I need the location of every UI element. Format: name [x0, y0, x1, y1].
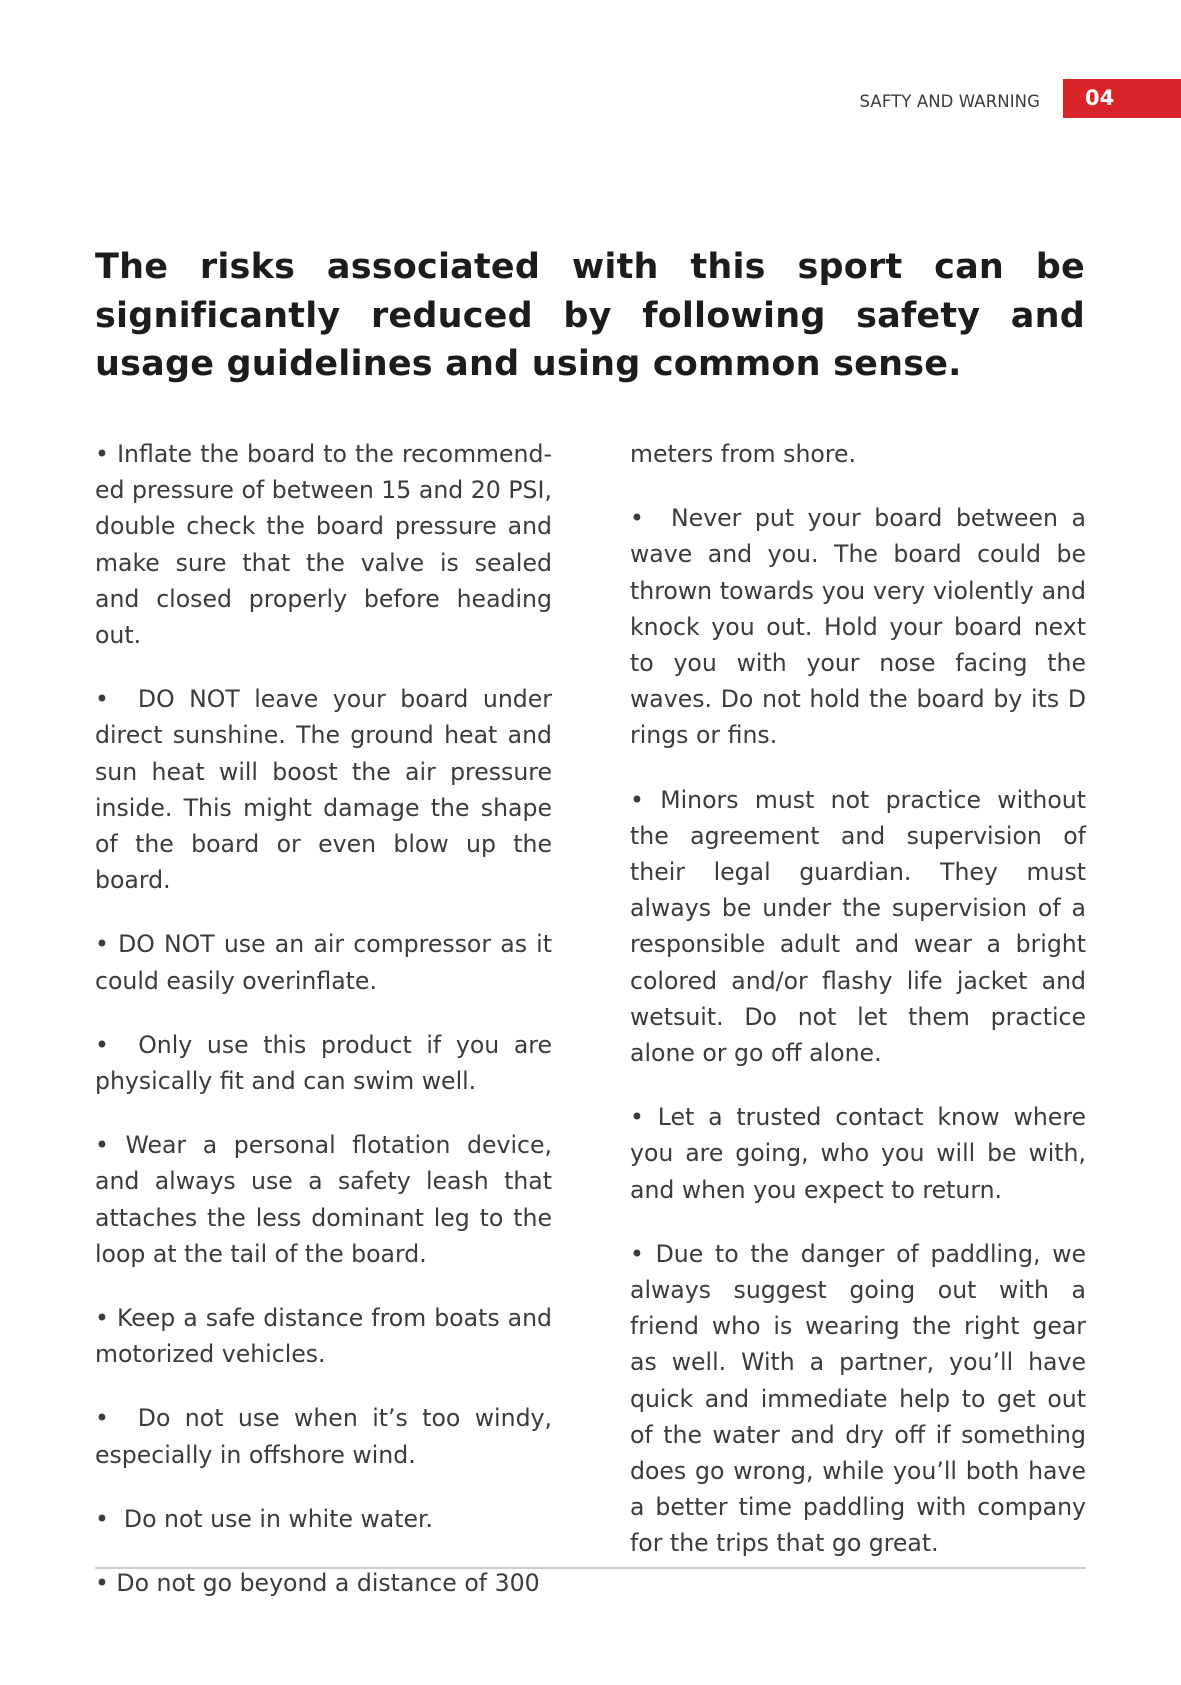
bullet-icon: •	[95, 440, 109, 468]
safety-item-trusted-contact	[630, 1099, 1086, 1208]
safety-item-boat-distance	[95, 1300, 552, 1372]
safety-item-text: meters from shore.	[630, 440, 857, 468]
bullet-icon: •	[95, 1304, 109, 1333]
bullet-icon: •	[95, 930, 109, 959]
bullet-icon: •	[630, 504, 644, 533]
safety-item-text: Only use this product if you are physically fit and can swim well.	[95, 1030, 553, 1096]
safety-item-sunshine	[95, 681, 552, 898]
bullet-icon: •	[95, 1030, 109, 1059]
page-number: 04	[1085, 86, 1115, 110]
safety-item-text: Keep a safe distance from boats and motorized vehicles.	[95, 1304, 553, 1369]
safety-item-text: Inflate the board to the recommend-ed pressure of between 15 and 20 PSI, double check the board pressure and make sure that the valve is sealed and closed properly before heading out.	[95, 440, 552, 650]
safety-item-text: Do not use in white water.	[123, 1504, 434, 1533]
bullet-icon: •	[95, 1131, 109, 1160]
safety-item-text: DO NOT leave your board under direct sunshine. The ground heat and sun heat will boost the air pressure inside. This might damage the shape of the board or even blow up the board.	[95, 685, 552, 895]
safety-item-wave-position	[630, 500, 1086, 753]
page-heading: The risks associated with this sport can be significantly reduced by following safety and usage guidelines and using common sense.	[95, 247, 1085, 384]
safety-item-text: Never put your board between a wave and you. The board could be thrown towards you very violently and knock you out. Hold your board next to you with your nose facing the waves. Do not hold the board by its D rings or fins.	[630, 504, 1086, 750]
bullet-icon: •	[95, 1504, 109, 1533]
bullet-icon: •	[95, 1569, 109, 1598]
safety-item-text: Do not use when it’s too windy, especially in offshore wind.	[95, 1404, 553, 1469]
bullet-icon: •	[95, 685, 109, 714]
safety-item-text: Do not go beyond a distance of 300	[116, 1569, 540, 1598]
footer-divider	[95, 1567, 1086, 1569]
safety-item-inflate-pressure	[95, 436, 552, 653]
left-column	[95, 436, 552, 1629]
safety-item-text: Wear a personal flotation device, and always use a safety leash that attaches the less dominant leg to the loop at the tail of the board.	[95, 1131, 553, 1268]
bullet-icon: •	[95, 1404, 109, 1433]
bullet-icon: •	[630, 785, 644, 814]
safety-item-shore-distance-continued	[630, 436, 1086, 472]
safety-item-flotation-leash	[95, 1127, 552, 1272]
right-column	[630, 436, 1086, 1590]
safety-item-fitness	[95, 1027, 552, 1099]
bullet-icon: •	[630, 1103, 644, 1132]
section-label: SAFTY AND WARNING	[859, 92, 1040, 111]
safety-item-wind	[95, 1400, 552, 1472]
safety-item-text: Minors must not practice without the agreement and supervision of their legal guardian. They must always be under the supervision of a responsible adult and wear a bright colored and/or flashy life jacket and wetsuit. Do not let them practice alone or go off alone.	[630, 785, 1086, 1068]
safety-item-compressor	[95, 926, 552, 998]
safety-item-shore-distance	[95, 1565, 552, 1601]
safety-item-text: Due to the danger of paddling, we always suggest going out with a friend who is wearing the right gear as well. With a partner, you’ll have quick and immediate help to get out of the water and dry off if something does go wrong, while you’ll both have a better time paddling with company for the trips that go great.	[630, 1239, 1087, 1558]
safety-item-minors	[630, 782, 1086, 1072]
safety-item-text: Let a trusted contact know where you are going, who you will be with, and when you expect to return.	[630, 1103, 1087, 1204]
safety-item-paddle-partner	[630, 1236, 1086, 1562]
safety-item-text: DO NOT use an air compressor as it could easily overinflate.	[95, 930, 552, 995]
bullet-icon: •	[630, 1239, 644, 1268]
page-number-badge	[1063, 79, 1181, 118]
safety-item-white-water	[95, 1501, 552, 1537]
